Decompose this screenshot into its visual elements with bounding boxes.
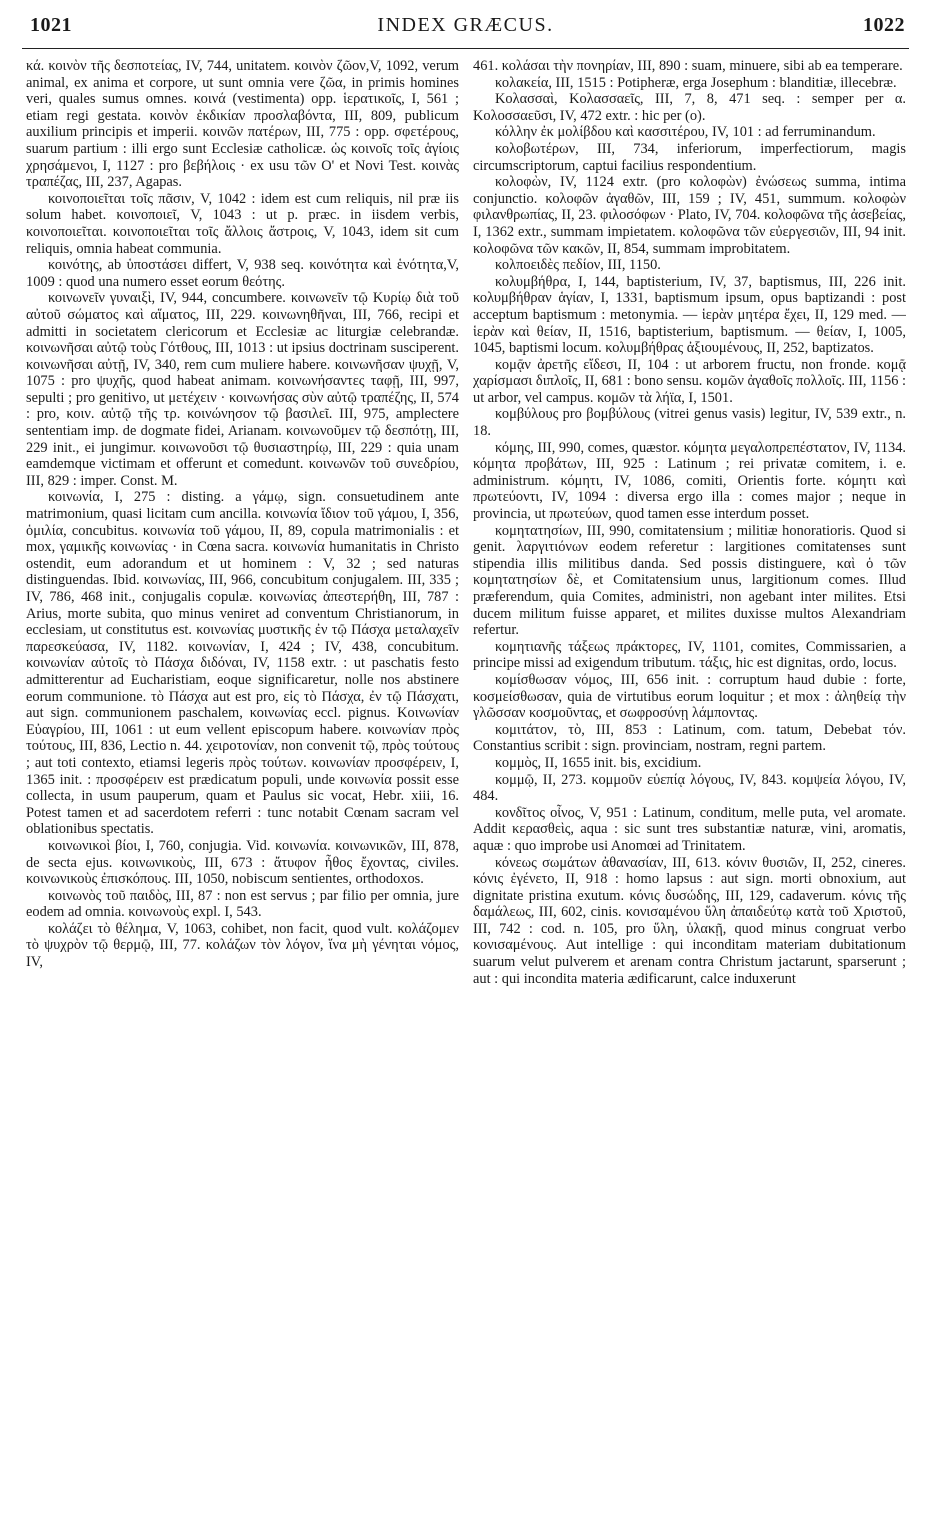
right-page-number: 1022: [863, 14, 905, 36]
index-entry: κά. κοινὸν τῆς δεσποτείας, IV, 744, unitatem. κοινὸν ζῶον,V, 1092, verum animal, ex anima et corpore, ut sunt omnia vere ζῶα, in primis homines veri, quales sumus omnes. κοινά (vestimenta) opp. ἱερατικοῖς, I, 561 ; etiam regi gestata. κοινὸν ἐκδικίαν προσλαβόντα, III, 809, publicum auxilium principis et imperii. κοινῶν πατέρων, III, 775 : opp. σφετέρους, suarum partium : illi ergo sunt Ecclesiæ catholicæ. ὡς κοινοῖς τοῖς ἁγίοις χρησάμενοι, I, 1127 : pro βεβήλοις · ex usu τῶν O' et Novi Test. κοινὰς τραπέζας, III, 237, Agapas.: [26, 58, 459, 191]
running-header: [22, 6, 909, 46]
index-entry: κολάζει τὸ θέλημα, V, 1063, cohibet, non facit, quod vult. κολάζομεν τὸ ψυχρὸν τῷ θερμῷ, III, 77. κολάζων τὸν λόγον, ἵνα μὴ γένηται νόμος, IV,: [26, 920, 459, 971]
index-entry: κοινωνεῖν γυναιξὶ, IV, 944, concumbere. κοινωνεῖν τῷ Κυρίῳ διὰ τοῦ αὐτοῦ σώματος καὶ αἵματος, III, 229. κοινωνηθῆναι, III, 766, recipi et admitti in societatem clericorum et Ecclesiæ ac liturgiæ celebrandæ. κοινωνῆσαι αὐτῷ τοὺς Γότθους, III, 1013 : ut ipsius doctrinam susciperent. κοινωνῆσαι αὐτῇ, IV, 340, rem cum muliere habere. κοινωνῆσαν ψυχῇ, V, 1075 : pro ψυχῆς, quod habeat animam. κοινωνήσαντες ταφῇ, III, 997, sepulti ; pro genitivo, ut μετέχειν · κοινωνήσας σὺν αὐτῷ τραπέζης, II, 574 : pro, κοιν. αὐτῷ τῆς τρ. κοινώνησον τῷ βασιλεῖ. III, 975, amplectere sententiam imp. de dogmate fidei, Arianam. κοινωνοῦμεν τῷ δεσπότῃ, III, 229 init., ei jungimur. κοινωνοῦσι τῷ θυσιαστηρίῳ, III, 229 : quia unam eamdemque victimam et offerunt et comedunt. κοινωνῶν τοῦ συνεδρίου, III, 829 : imper. Const. M.: [26, 290, 459, 489]
index-entry: κολοβωτέρων, III, 734, inferiorum, imperfectiorum, magis circumscriptorum, captui facilius respondentium.: [473, 140, 906, 174]
right-column: [473, 58, 906, 1528]
index-entry: κομητατησίων, III, 990, comitatensium ; militiæ honoratioris. Quod si genit. λαργιτιόνων eodem referetur : largitiones comitatenses sunt stipendia illis militibus danda. Sed possis distinguere, καὶ ὁ τῶν κομητατησίων δὲ, et Comitatensium unus, largitionum comes. Illud præferendum, quia Comites, administri, non agebant inter milites. Etsi ducem militum fuisse apparet, et milites duxisse multos Alexandriam refertur.: [473, 522, 906, 639]
index-entry: κομητιανῆς τάξεως πράκτορες, IV, 1101, comites, Commissarien, a principe missi ad exigendum tributum. τάξις, hic est dignitas, ordo, locus.: [473, 638, 906, 672]
index-entry: κολπoειδὲς πεδίον, III, 1150.: [495, 257, 661, 274]
index-entry: κοινωνὸς τοῦ παιδὸς, III, 87 : non est servus ; par filio per omnia, jure eodem ad omnia. κοινωνοὺς expl. I, 543.: [26, 887, 459, 921]
index-entry: κοινωνία, I, 275 : disting. a γάμῳ, sign. consuetudinem ante matrimonium, quasi licitam cum ancilla. κοινωνία ἴδιον τοῦ γάμου, I, 356, ὁμιλία, concubitus. κοινωνία τοῦ γάμου, II, 89, copula matrimonialis : et mox, γαμικῆς κοινωνίας · in Cœna sacra. κοινωνία humanitatis in Christo ostendit, eum adorandum et ut hominem : V, 32 ; sed naturas distinguendas. Ibid. κοινωνίας, III, 966, concubitum conjugalem. III, 335 ; IV, 786, 468 init., conjugalis copulæ. κοινωνίας ἀπεστερήθη, III, 787 : Arius, morte subita, quo minus veniret ad conventum Christianorum, in ecclesiam, ut constitutus est. κοινωνίας μυστικῆς ἐν τῷ Πάσχα μεταλαχεῖν παρεσκεύασα, IV, 1182. κοινωνίαν, I, 424 ; IV, 438, concubitum. κοινωνίαν αὐτοῖς τὸ Πάσχα διδόναι, IV, 1158 extr. : ut paschatis festo admitterentur ad Eucharistiam, eoque significaretur, nolle nos abstinere eorum communione. τὸ Πάσχα aut est pro, εἰς τὸ Πάσχα, ἐν τῷ Πάσχατι, aut sign. communionem paschalem, κοινωνίας eccl. pignus. Κοινωνίαν Εὐαγρίου, III, 1061 : ut eum vellent episcopum habere. κοινωνίαν πρὸς τούτους, III, 836, Lectio n. 44. χειροτονίαν, non convenit τῷ, πρὸς τούτους ; aut toti contexto, etiamsi legeris πρὸς τούτων. κοινωνίαν προσφέρειν, I, 1365 init. : προσφέρειν est prædicatum populi, unde κοινωνία possit esse collecta, in usum pauperum, quam et Paulus sic vocat, Hebr. xiii, 16. Potest tamen et ad sacerdotem referri : tunc notabit Cœnam sacram vel oblationibus spectatis.: [26, 489, 459, 838]
index-entry: 461. κολάσαι τὴν πονηρίαν, III, 890 : suam, minuere, sibi ab ea temperare.: [473, 58, 903, 74]
index-entry: κομμὸς, II, 1655 init. bis, excidium.: [495, 754, 702, 771]
index-entry: Κολασσαὶ, Κολασσαεῖς, III, 7, 8, 471 seq. : semper per α. Κολοσσαεῦσι, IV, 472 extr. : hic per (ο).: [473, 91, 906, 124]
left-column: [26, 58, 459, 1528]
index-entry: κοινοποιεῖται τοῖς πᾶσιν, V, 1042 : idem est cum reliquis, nil præ iis solum habet. κοινοποιεῖ, V, 1043 : ut p. præc. in iisdem verbis, κοινοποιεῖται. κοινοποιεῖται τοῖς ἄλλοις ἄστροις, V, 1043, idem sit cum reliquis, omnia habeat communia.: [26, 190, 459, 257]
index-entry: κονδῖτος οἶνος, V, 951 : Latinum, conditum, melle puta, vel aromate. Addit κερασθεὶς, aqua : sic sunt tres substantiæ naturæ, vini, aromatis, aquæ : quo improbe usi Anomœi ad Trinitatem.: [473, 804, 906, 854]
index-entry: κόλλην ἐκ μολίβδου καὶ κασσιτέρου, IV, 101 : ad ferruminandum.: [495, 124, 876, 141]
left-page-number: 1021: [30, 14, 72, 36]
index-entry: κοινωνικοὶ βίοι, I, 760, conjugia. Vid. κοινωνία. κοινωνικῶν, III, 878, de secta ejus. κοινωνικοὺς, III, 673 : ἄτυφον ἦθος ἔχοντας, civiles. κοινωνικοὺς ἐπισκόπους. III, 1050, nobiscum sentientes, orthodoxos.: [26, 837, 459, 888]
index-entry: κολυμβήθρα, I, 144, baptisterium, IV, 37, baptismus, III, 226 init. κολυμβήθραν ἁγίαν, I, 1331, baptismum ipsum, opus baptizandi : post acceptum baptismum : metonymia. — ἱερὰν μητέρα ἔχει, II, 129 med. — ἱερὰν καὶ θείαν, II, 1516, baptisterium, baptismum. — θείαν, I, 1005, 1045, baptismi locum. κολυμβήθρας ἀξιουμένους, II, 252, baptizatos.: [473, 273, 906, 357]
index-entry: κολακεία, III, 1515 : Potipheræ, erga Josephum : blanditiæ, illecebræ.: [495, 74, 897, 91]
index-entry: κόμης, III, 990, comes, quæstor. κόμητα μεγαλοπρεπέστατον, IV, 1134. κόμητα προβάτων, III, 925 : Latinum ; rei privatæ comitem, i. e. administrum. κόμητι, IV, 1086, comiti, Orientis forte. κόμητι καὶ πρωτεύοντι, IV, 1094 : diversa ergo illa : comes major ; neque in provincia, ut πρωτεύων, quod tamen esse interdum posset.: [473, 439, 906, 523]
header-rule: [22, 48, 909, 49]
index-entry: κολοφὼν, IV, 1124 extr. (pro κολοφὼν) ἐνώσεως summa, intima conjunctio. κολοφῶν ἀγαθῶν, III, 159 ; IV, 451, summum. κολοφὼν φιλανθρωπίας, II, 23. φιλοσόφων · Plato, IV, 704. κολοφῶνα τῆς ἀσεβείας, I, 1362 extr., summam impietatem. κολοφῶνα τῶν εὐεργεσιῶν, III, 94 init. κολοφῶνα τῶν κακῶν, II, 854, summam improbitatem.: [473, 174, 906, 257]
index-entry: κομμῷ, II, 273. κομμοῦν εὐεπίᾳ λόγους, IV, 843. κομψεία λόγου, IV, 484.: [473, 771, 906, 805]
index-entry: κοινότης, ab ὑποστάσει differt, V, 938 seq. κοινότητα καὶ ἑνότητα,V, 1009 : quod una numero esset eorum θεότης.: [26, 257, 459, 290]
index-entry: κομιτάτον, τὸ, III, 853 : Latinum, com. tatum, Debebat τόν. Constantius scribit : sign. provinciam, nostram, regni partem.: [473, 721, 906, 755]
index-entry: κόνεως σωμάτων ἀθανασίαν, III, 613. κόνιν θυσιῶν, II, 252, cineres. κόνις ἐγένετο, II, 918 : homo lapsus : aut sign. morti obnoxium, aut dignitate pristina exutum. κόνις δυσώδης, III, 129, cadaverum. κόνις τῆς δαμάλεως, III, 602, cinis. κονισαμένου ὕλη ἀπαιδεύτῳ κατὰ τοῦ Χριστοῦ, III, 742 : cod. n. 105, pro ὕλη, ὑλακῇ, quod minus congruat verbo κονισαμένους. Aut intellige : qui inconditam materiam dubitationum suarum velut pulverem et arenam contra Christum jactarunt, sparserunt ; aut : qui incondita materia ædificarunt, calce induxerunt: [473, 854, 906, 987]
index-title: INDEX GRÆCUS.: [377, 14, 554, 36]
index-entry: κομίσθωσαν νόμος, III, 656 init. : corruptum haud dubie : forte, κοσμείσθωσαν, quia de virtutibus eorum loquitur ; et mox : ἀληθείᾳ τὴν γλῶσσαν κοσμοῦντας, et σωφροσύνῃ λάμποντας.: [473, 671, 906, 722]
index-entry: κομᾷν ἀρετῆς εἴδεσι, II, 104 : ut arborem fructu, non fronde. κομᾷ χαρίσμασι διπλοῖς, II, 681 : bono sensu. κομῶν ἀγαθοῖς πολλοῖς. III, 1156 : ut arbor, vel campus. κομῶν τὰ λήϊα, I, 1501.: [473, 356, 906, 406]
index-entry: κομβύλους pro βομβύλους (vitrei genus vasis) legitur, IV, 539 extr., n. 18.: [473, 406, 906, 440]
